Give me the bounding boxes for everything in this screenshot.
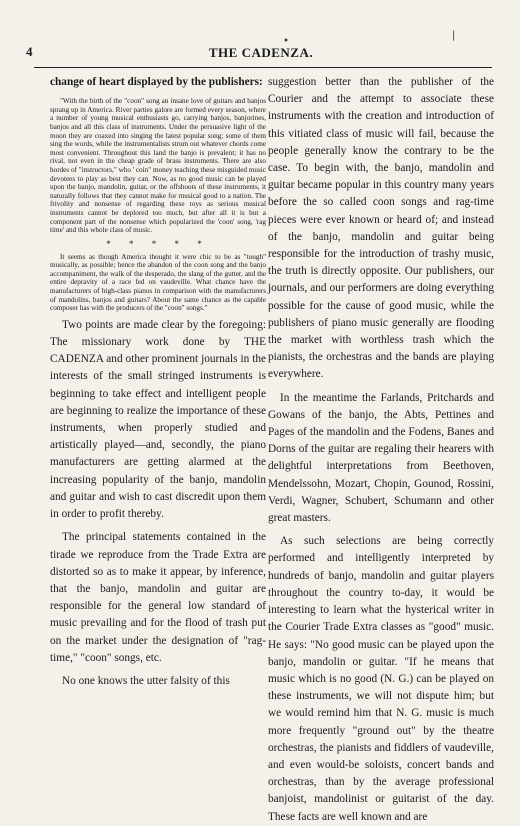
page-number: 4 [26, 44, 33, 59]
left-column [50, 74, 266, 744]
paragraph-1: Two points are made clear by the foregoing: The missionary work done by THE CADENZA and other prominent journals in the interests of the small stringed instruments is beginning to take effect and intelligent people are beginning to realize the importance of these instruments, when properly studied and artistically played—and, secondly, the piano manufacturers are getting alarmed at the increasing popularity of the banjo, mandolin and guitar and wish to cast discredit upon them in order to profit thereby. [50, 318, 266, 521]
quoted-passage-1: "With the birth of the "coon" song an insane love of guitars and banjos sprang up in America. River parties galore are formed every season, where a number of young musical enthusiasts go, carrying banjos, banjorines, banjos and all this class of instruments. Under the persuasive light of the moon they are coaxed into singing the latest popular song; some of them sing the words, while the instrumentalists strum out whatever chords come most convenient. Throughout this land the banjo is prevalent; it has no rival, not even in the cheap grade of brass instruments. There are also hordes of "instructors," who ' coin" money teaching these misguided music devotees to play as best they can. Now, as no good music can be played upon the banjo, mandolin, guitar, or the offshoots of these instruments, it naturally follows that they cannot make for musical good to a nation. The frivolity and nonsense of regarding these toys as serious musical instruments cannot be deplored too much, but after all it is but a component part of the nonsense which popularized the 'coon' song, 'rag time' and this whole class of music. [50, 97, 266, 235]
scan-mark: • [283, 36, 289, 47]
paragraph-4: In the meantime the Farlands, Pritchards and Gowans of the banjo, the Abts, Pettines and Pages of the mandolin and the Fodens, Banes and Dorns of the guitar are regaling their hearers with delightful interpretations from Beethoven, Mendelssohn, Mozart, Chopin, Gounod, Rossini, Verdi, Wagner, Schubert, Schumann and other great masters. [268, 391, 494, 525]
paragraph-3: No one knows the utter falsity of this [62, 674, 230, 687]
quoted-passage-2: It seems as though America thought it were chic to be as "tough" musically, as possible; hence the abandon of the coon song and the banjo accompaniment, the walk of the desperado, the slang of the gutter, and the entire depravity of a race fed on vaudeville. What chance have the manufacturers of high-class pianos in comparison with the manufacturers of mandolins, banjos and guitars? About the same chance as the capable composer has with the producers of the "coon" songs." [50, 252, 266, 313]
running-title: THE CADENZA. [208, 45, 314, 60]
right-column [268, 74, 494, 823]
paragraph-2: The principal statements contained in the tirade we reproduce from the Trade Extra are distorted so as to make it appear, by inference, that the banjo, mandolin and guitar are responsible for the general low standard of music prevailing and for the flood of trash put on the market under the designation of "rag-time," "coon" songs, etc. [50, 531, 266, 664]
page-header [26, 44, 496, 66]
scan-mark: | [452, 30, 456, 41]
header-rule [34, 67, 492, 68]
opening-text: change of heart displayed by the publishers: [50, 76, 263, 88]
paragraph-continued: suggestion better than the publisher of the Courier and the attempt to associate these instruments with the creation and introduction of this vitiated class of music will fail, because the people generally know the contrary to be the case. To begin with, the banjo, mandolin and guitar became popular in this country many years before the so called coon songs and rag-time pieces were ever known or heard of; and instead of the banjo, mandolin and guitar being responsible for the introduction of trashy music, the truth is directly opposite. Our publishers, our journals, and our performers are doing everything possible for the cause of good music, while the publishers of piano music generally are flooding the market with worthless trash which the pianists, the orchestras and the bands are playing everywhere. [268, 76, 494, 381]
paragraph-5: As such selections are being correctly performed and intelligently interpreted by hundreds of banjo, mandolin and guitar players throughout the country to-day, it would be interesting to learn what the hysterical writer in the Courier Trade Extra classes as "good" music. He says: "No good music can be played upon the banjo, mandolin or guitar. "If he means that music which is no good (N. G.) can be played on these instruments, we will not dispute him; but we would remind him that N. G. music is much more frequently "ground out" by the theatre orchestras, the pianists and fiddlers of vaudeville, and even would-be soloists, concert bands and orchestras, than by the average professional banjoist, mandolinist or guitarist of the day. These facts are well known and are [268, 535, 494, 823]
section-stars: * * * * * [106, 238, 210, 249]
